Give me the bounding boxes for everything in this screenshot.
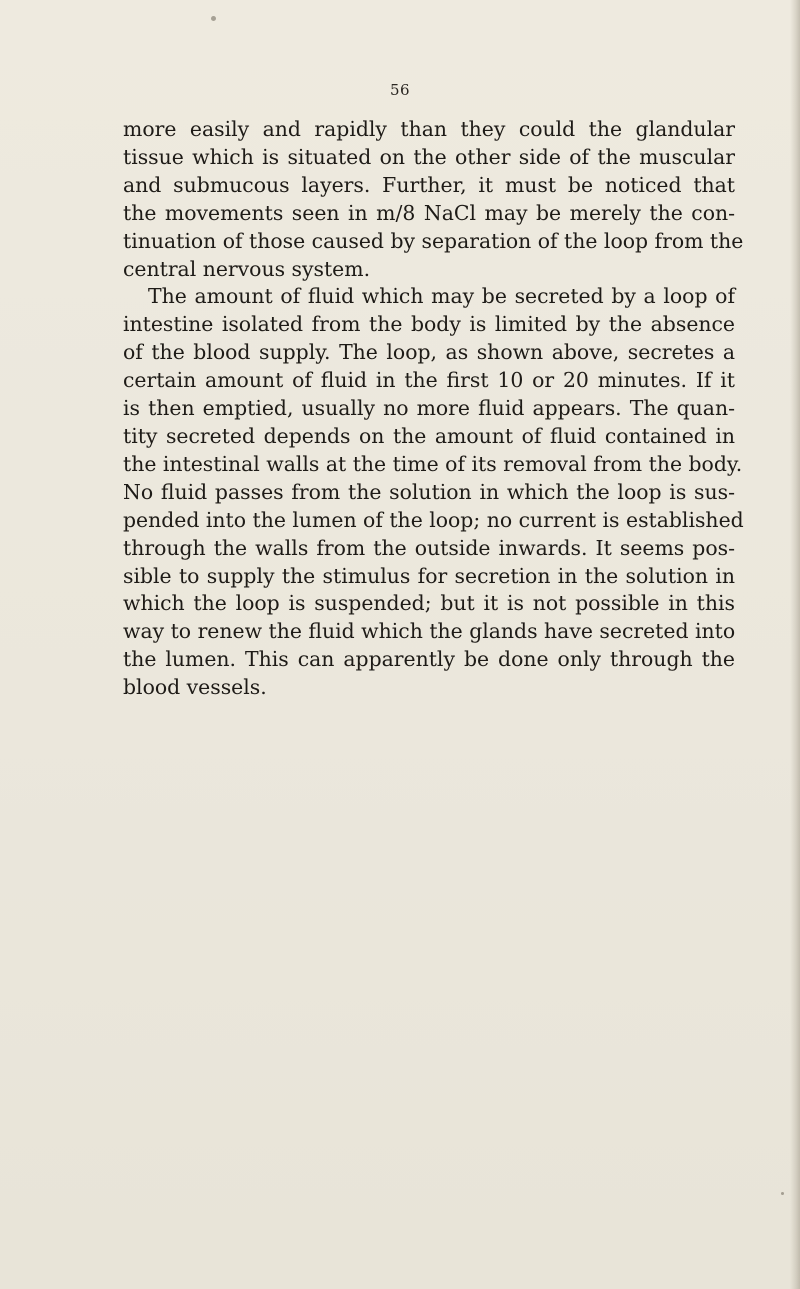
text-line: No fluid passes from the solution in which the loop is sus- [123,479,735,504]
text-line: intestine isolated from the body is limited by the absence [123,312,735,337]
text-line: the lumen. This can apparently be done only through the [123,647,735,672]
text-line: central nervous system. [123,256,371,281]
text-line: the movements seen in m/8 NaCl may be merely the con- [123,200,735,225]
text-line: The amount of fluid which may be secreted by a loop of [148,284,735,309]
text-line: tinuation of those caused by separation of the loop from the [123,228,744,253]
text-line: is then emptied, usually no more fluid appears. The quan- [123,396,735,421]
paper-speck [211,16,216,21]
text-line: tissue which is situated on the other side of the muscular [123,144,735,169]
text-line: the intestinal walls at the time of its removal from the body. [123,451,743,476]
text-line: blood vessels. [123,675,267,700]
text-line: more easily and rapidly than they could the glandular [123,117,735,141]
text-line: and submucous layers. Further, it must be noticed that [123,172,735,197]
text-line: certain amount of fluid in the first 10 or 20 minutes. If it [123,368,735,393]
text-line: tity secreted depends on the amount of fluid contained in [123,423,735,448]
text-line: which the loop is suspended; but it is not possible in this [123,591,735,616]
body-text [123,116,744,702]
text-line: of the blood supply. The loop, as shown above, secretes a [123,340,735,365]
text-line: pended into the lumen of the loop; no current is established [123,507,744,532]
paper-speck [781,1192,784,1195]
text-line: way to renew the fluid which the glands have secreted into [123,619,736,644]
text-line: sible to supply the stimulus for secretion in the solution in [123,563,735,588]
text-line: through the walls from the outside inwards. It seems pos- [123,535,735,560]
page-number: 56 [389,81,411,99]
page-edge-shadow [790,0,800,1289]
